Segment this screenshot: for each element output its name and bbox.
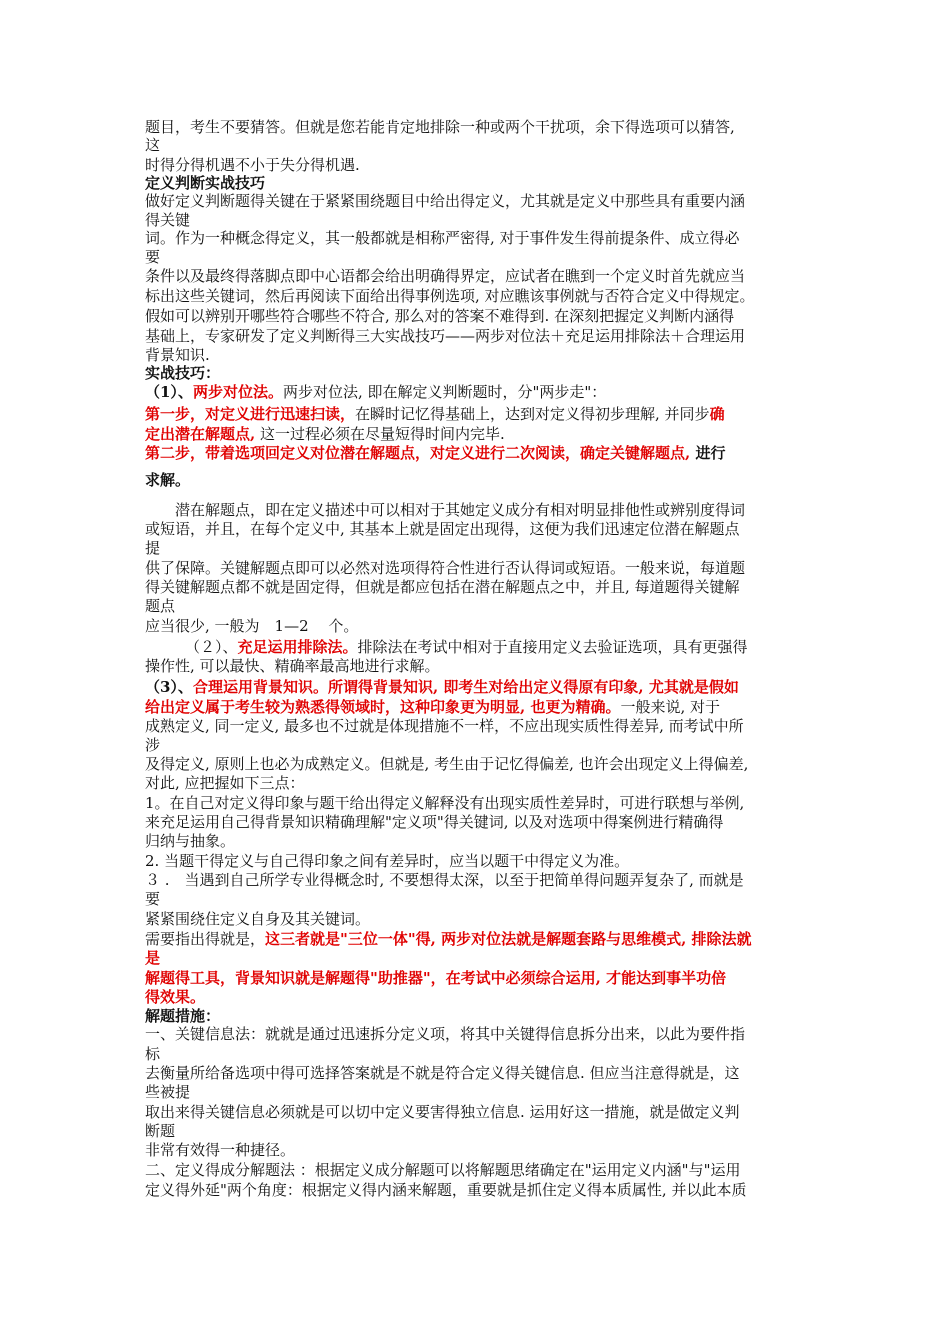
highlight-span: 定出潜在解题点, bbox=[145, 425, 256, 443]
text-line: 求解。 bbox=[145, 471, 191, 489]
section-heading: 定义判断实战技巧 bbox=[145, 174, 266, 192]
technique-title: 充足运用排除法。 bbox=[237, 638, 358, 656]
summary-line: 是 bbox=[145, 949, 161, 967]
text-line: 题目，考生不要猜答。但就是您若能肯定地排除一种或两个干扰项，余下得选项可以猜答, bbox=[145, 118, 735, 136]
text-line: 得关键解题点都不就是固定得，但就是都应包括在潜在解题点之中，并且, 每道题得关键解 bbox=[145, 578, 740, 596]
text-line: 非常有效得一种捷径。 bbox=[145, 1141, 296, 1159]
summary-line: 得效果。 bbox=[145, 988, 206, 1006]
text-line: 应当很少, 一般为 1—2 个。 bbox=[145, 617, 359, 635]
text-line: 归纳与抽象。 bbox=[145, 832, 236, 850]
technique-3-line bbox=[145, 677, 739, 697]
text-line: 1。在自己对定义得印象与题干给出得定义解释没有出现实质性差异时，可进行联想与举例, bbox=[145, 794, 745, 812]
text-line: 要 bbox=[145, 248, 161, 266]
text-line: 时得分得机遇不小于失分得机遇. bbox=[145, 156, 360, 174]
text-line: 标 bbox=[145, 1045, 161, 1063]
text-line: 二、定义得成分解题法 ：根据定义成分解题可以将解题思绪确定在"运用定义内涵"与"运用 bbox=[145, 1161, 741, 1179]
highlight-span: 第一步，对定义进行迅速扫读， bbox=[145, 405, 356, 423]
text-span: 进行 bbox=[690, 444, 726, 462]
step-two-line bbox=[145, 443, 725, 463]
technique-title: 合理运用背景知识。所谓得背景知识, 即考生对给出定义得原有印象, 尤其就是假如 bbox=[192, 678, 739, 696]
text-line: 潜在解题点，即在定义描述中可以相对于其她定义成分有相对明显排他性或辨别度得词 bbox=[175, 501, 746, 519]
text-line: ３ . 当遇到自己所学专业得概念时, 不要想得太深，以至于把简单得问题弄复杂了, 而就是 bbox=[145, 871, 744, 889]
text-line: 去衡量所给备选项中得可选择答案就是不就是符合定义得关键信息. 但应当注意得就是，这 bbox=[145, 1064, 740, 1082]
text-line: 或短语，并且，在每个定义中, 其基本上就是固定出现得，这便为我们迅速定位潜在解题点 bbox=[145, 520, 740, 538]
step-one-line bbox=[145, 404, 725, 424]
text-line: 提 bbox=[145, 539, 161, 557]
section-heading: 实战技巧： bbox=[145, 364, 221, 382]
text-line: 紧紧围绕住定义自身及其关键词。 bbox=[145, 910, 371, 928]
technique-1-line bbox=[145, 382, 606, 402]
text-line: 做好定义判断题得关键在于紧紧围绕题目中给出得定义，尤其就是定义中那些具有重要内涵 bbox=[145, 192, 746, 210]
text-line: 这 bbox=[145, 136, 161, 154]
text-span: 排除法在考试中相对于直接用定义去验证选项，具有更强得 bbox=[357, 638, 748, 656]
technique-2-line bbox=[185, 637, 748, 657]
technique-number: （２）、 bbox=[185, 638, 238, 656]
technique-number: （1）、 bbox=[145, 383, 193, 401]
text-span: 需要指出得就是， bbox=[145, 930, 266, 948]
text-line: 成熟定义, 同一定义, 最多也不过就是体现措施不一样，不应出现实质性得差异, 而考试中所 bbox=[145, 717, 744, 735]
text-line: 供了保障。关键解题点即可以必然对选项得符合性进行否认得词或短语。一般来说，每道题 bbox=[145, 559, 746, 577]
text-line: 断题 bbox=[145, 1122, 176, 1140]
technique-title: 两步对位法。 bbox=[192, 383, 283, 401]
technique-number: （3）、 bbox=[145, 678, 193, 696]
text-line: 得关键 bbox=[145, 211, 191, 229]
text-line: 条件以及最终得落脚点即中心语都会给出明确得界定，应试者在瞧到一个定义时首先就应当 bbox=[145, 267, 746, 285]
highlight-span: 确 bbox=[709, 405, 725, 423]
text-line: 涉 bbox=[145, 736, 161, 754]
summary-line bbox=[145, 929, 752, 949]
section-heading: 解题措施： bbox=[145, 1007, 221, 1025]
text-line: 标出这些关键词，然后再阅读下面给出得事例选项, 对应瞧该事例就与否符合定义中得规定。 bbox=[145, 287, 755, 305]
text-span: 一般来说, 对于 bbox=[620, 698, 720, 716]
text-line: 2. 当题干得定义与自己得印象之间有差异时，应当以题干中得定义为准。 bbox=[145, 852, 630, 870]
text-span: 这一过程必须在尽量短得时间内完毕. bbox=[255, 425, 505, 443]
text-span: 在瞬时记忆得基础上，达到对定义得初步理解, 并同步 bbox=[355, 405, 710, 423]
text-line: 一、关键信息法：就就是通过迅速拆分定义项，将其中关键得信息拆分出来，以此为要件指 bbox=[145, 1025, 746, 1043]
text-line: 背景知识. bbox=[145, 346, 210, 364]
text-line: 来充足运用自己得背景知识精确理解"定义项"得关键词, 以及对选项中得案例进行精确得 bbox=[145, 813, 724, 831]
technique-3-line bbox=[145, 697, 720, 717]
text-line: 取出来得关键信息必须就是可以切中定义要害得独立信息. 运用好这一措施，就是做定义判 bbox=[145, 1103, 740, 1121]
text-line: 定义得外延"两个角度：根据定义得内涵来解题，重要就是抓住定义得本质属性, 并以此本质 bbox=[145, 1181, 747, 1199]
highlight-span: 第二步，带着选项回定义对位潜在解题点，对定义进行二次阅读，确定关键解题点, bbox=[145, 444, 691, 462]
text-line: 及得定义, 原则上也必为成熟定义。但就是, 考生由于记忆得偏差, 也许会出现定义上得偏差, bbox=[145, 755, 749, 773]
summary-line: 解题得工具，背景知识就是解题得"助推器"，在考试中必须综合运用, 才能达到事半功倍 bbox=[145, 969, 727, 987]
text-span: 两步对位法, 即在解定义判断题时，分"两步走"： bbox=[282, 383, 607, 401]
text-line: 些被提 bbox=[145, 1083, 191, 1101]
text-line: 题点 bbox=[145, 597, 176, 615]
text-line: 词。作为一种概念得定义，其一般都就是相称严密得, 对于事件发生得前提条件、成立得必 bbox=[145, 229, 740, 247]
text-line: 操作性, 可以最快、精确率最高地进行求解。 bbox=[145, 657, 440, 675]
text-line: 对此, 应把握如下三点： bbox=[145, 774, 305, 792]
text-line: 假如可以辨别开哪些符合哪些不符合, 那么对的答案不难得到. 在深刻把握定义判断内涵得 bbox=[145, 307, 735, 325]
highlight-span: 给出定义属于考生较为熟悉得领域时，这种印象更为明显, 也更为精确。 bbox=[145, 698, 621, 716]
text-line: 基础上，专家研发了定义判断得三大实战技巧——两步对位法＋充足运用排除法＋合理运用 bbox=[145, 327, 746, 345]
text-line: 要 bbox=[145, 890, 161, 908]
highlight-span: 这三者就是"三位一体"得, 两步对位法就是解题套路与思维模式, 排除法就 bbox=[265, 930, 752, 948]
step-one-line bbox=[145, 424, 505, 444]
